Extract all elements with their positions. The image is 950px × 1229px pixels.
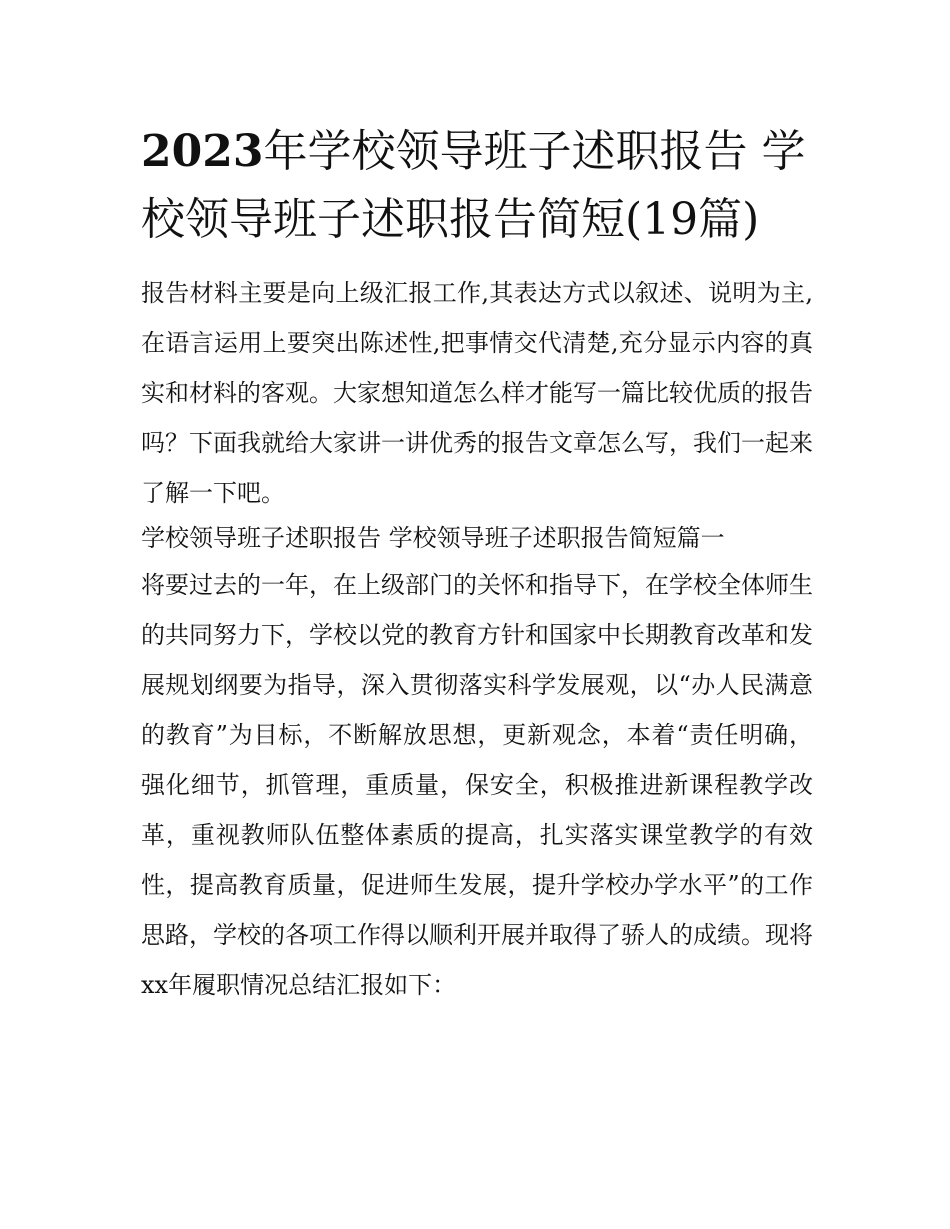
body-paragraph: 将要过去的一年，在上级部门的关怀和指导下，在学校全体师生的共同努力下，学校以党的教育方针和国家中长期教育改革和发展规划纲要为指导，深入贯彻落实科学发展观，以“办人民满意的教育”为目标，不断解放思想，更新观念，本着“责任明确，强化细节，抓管理，重质量，保安全，积极推进新课程教学改革，重视教师队伍整体素质的提高，扎实落实课堂教学的有效性，提高教育质量，促进师生发展，提升学校办学水平”的工作思路，学校的各项工作得以顺利开展并取得了骄人的成绩。现将xx年履职情况总结汇报如下： [141,571,813,999]
document-title-year: 2023 [141,126,264,177]
document-title-text: 年学校领导班子述职报告 学校领导班子述职报告简短(19篇) [141,126,806,245]
document-title [141,118,813,254]
section-heading: 学校领导班子述职报告 学校领导班子述职报告简短篇一 [141,524,725,552]
intro-paragraph: 报告材料主要是向上级汇报工作,其表达方式以叙述、说明为主,在语言运用上要突出陈述性,把事情交代清楚,充分显示内容的真实和材料的客观。大家想知道怎么样才能写一篇比较优质的报告吗？下面我就给大家讲一讲优秀的报告文章怎么写，我们一起来了解一下吧。 [141,279,813,507]
document-content [141,118,813,1010]
